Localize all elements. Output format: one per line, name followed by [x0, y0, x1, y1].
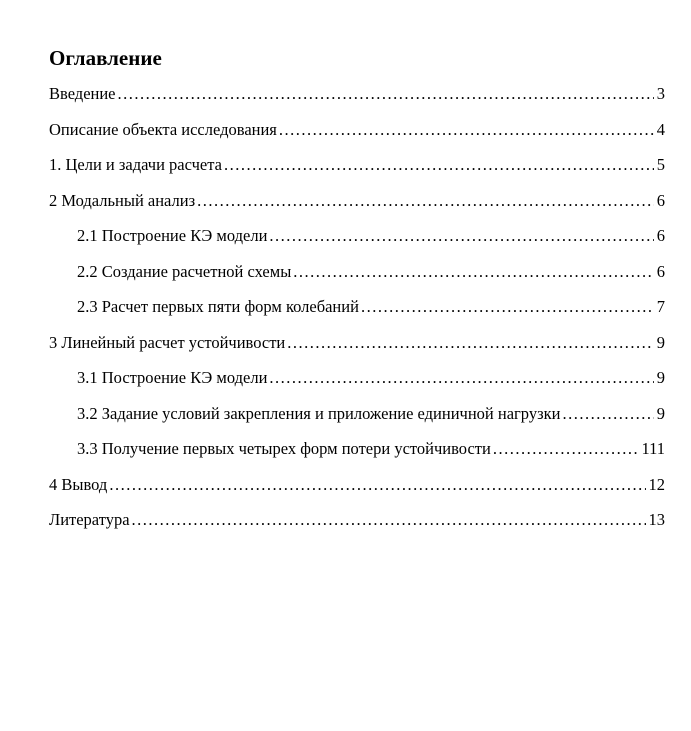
- toc-entry[interactable]: [49, 155, 665, 175]
- toc-entry-page: 111: [641, 439, 665, 458]
- toc-entry-page: 12: [648, 474, 665, 494]
- toc-entry-label: 3 Линейный расчет устойчивости: [49, 332, 286, 352]
- toc-entry-page: 6: [656, 261, 665, 281]
- dot-leader: [132, 510, 646, 530]
- dot-leader: [224, 155, 654, 175]
- toc-list: [49, 84, 665, 530]
- dot-leader: [562, 404, 653, 424]
- toc-entry[interactable]: [49, 333, 665, 353]
- toc-entry-page: 3: [656, 84, 665, 103]
- toc-entry-page: 6: [656, 226, 665, 245]
- dot-leader: [361, 297, 654, 317]
- toc-entry-label: 1. Цели и задачи расчета: [49, 155, 222, 174]
- toc-entry[interactable]: [49, 368, 665, 388]
- toc-entry-label: 2.3 Расчет первых пяти форм колебаний: [77, 297, 359, 316]
- toc-entry-label: 4 Вывод: [49, 474, 108, 494]
- toc-entry[interactable]: [49, 84, 665, 104]
- toc-entry-page: 4: [656, 119, 665, 139]
- toc-entry[interactable]: [49, 297, 665, 317]
- toc-entry-label: 2 Модальный анализ: [49, 190, 196, 210]
- toc-entry[interactable]: [49, 404, 665, 424]
- dot-leader: [279, 120, 654, 140]
- toc-entry[interactable]: [49, 510, 665, 530]
- toc-entry-label: Описание объекта исследования: [49, 119, 277, 139]
- toc-entry-page: 9: [656, 368, 665, 387]
- toc-entry[interactable]: [49, 120, 665, 140]
- toc-entry-page: 5: [656, 155, 665, 174]
- toc-entry[interactable]: [49, 475, 665, 495]
- toc-entry[interactable]: [49, 439, 665, 459]
- toc-entry-page: 6: [656, 190, 665, 210]
- toc-entry-page: 13: [648, 510, 665, 529]
- toc-entry-label: 2.1 Построение КЭ модели: [77, 226, 268, 245]
- toc-entry-label: 2.2 Создание расчетной схемы: [77, 261, 292, 281]
- toc-entry-page: 9: [656, 332, 665, 352]
- dot-leader: [493, 439, 639, 459]
- dot-leader: [287, 333, 653, 353]
- toc-entry-page: 7: [656, 297, 665, 316]
- toc-title: Оглавление: [49, 46, 162, 70]
- toc-entry-label: 3.2 Задание условий закрепления и приложение единичной нагрузки: [77, 403, 561, 423]
- dot-leader: [197, 191, 654, 211]
- toc-entry-label: 3.1 Построение КЭ модели: [77, 368, 268, 387]
- toc-entry-label: Введение: [49, 84, 116, 103]
- toc-entry[interactable]: [49, 191, 665, 211]
- dot-leader: [269, 368, 653, 388]
- toc-entry-page: 9: [656, 403, 665, 423]
- toc-entry[interactable]: [49, 226, 665, 246]
- dot-leader: [118, 84, 654, 104]
- toc-entry-label: 3.3 Получение первых четырех форм потери устойчивости: [77, 439, 491, 458]
- dot-leader: [293, 262, 653, 282]
- dot-leader: [109, 475, 645, 495]
- toc-entry[interactable]: [49, 262, 665, 282]
- toc-entry-label: Литература: [49, 510, 130, 529]
- dot-leader: [269, 226, 653, 246]
